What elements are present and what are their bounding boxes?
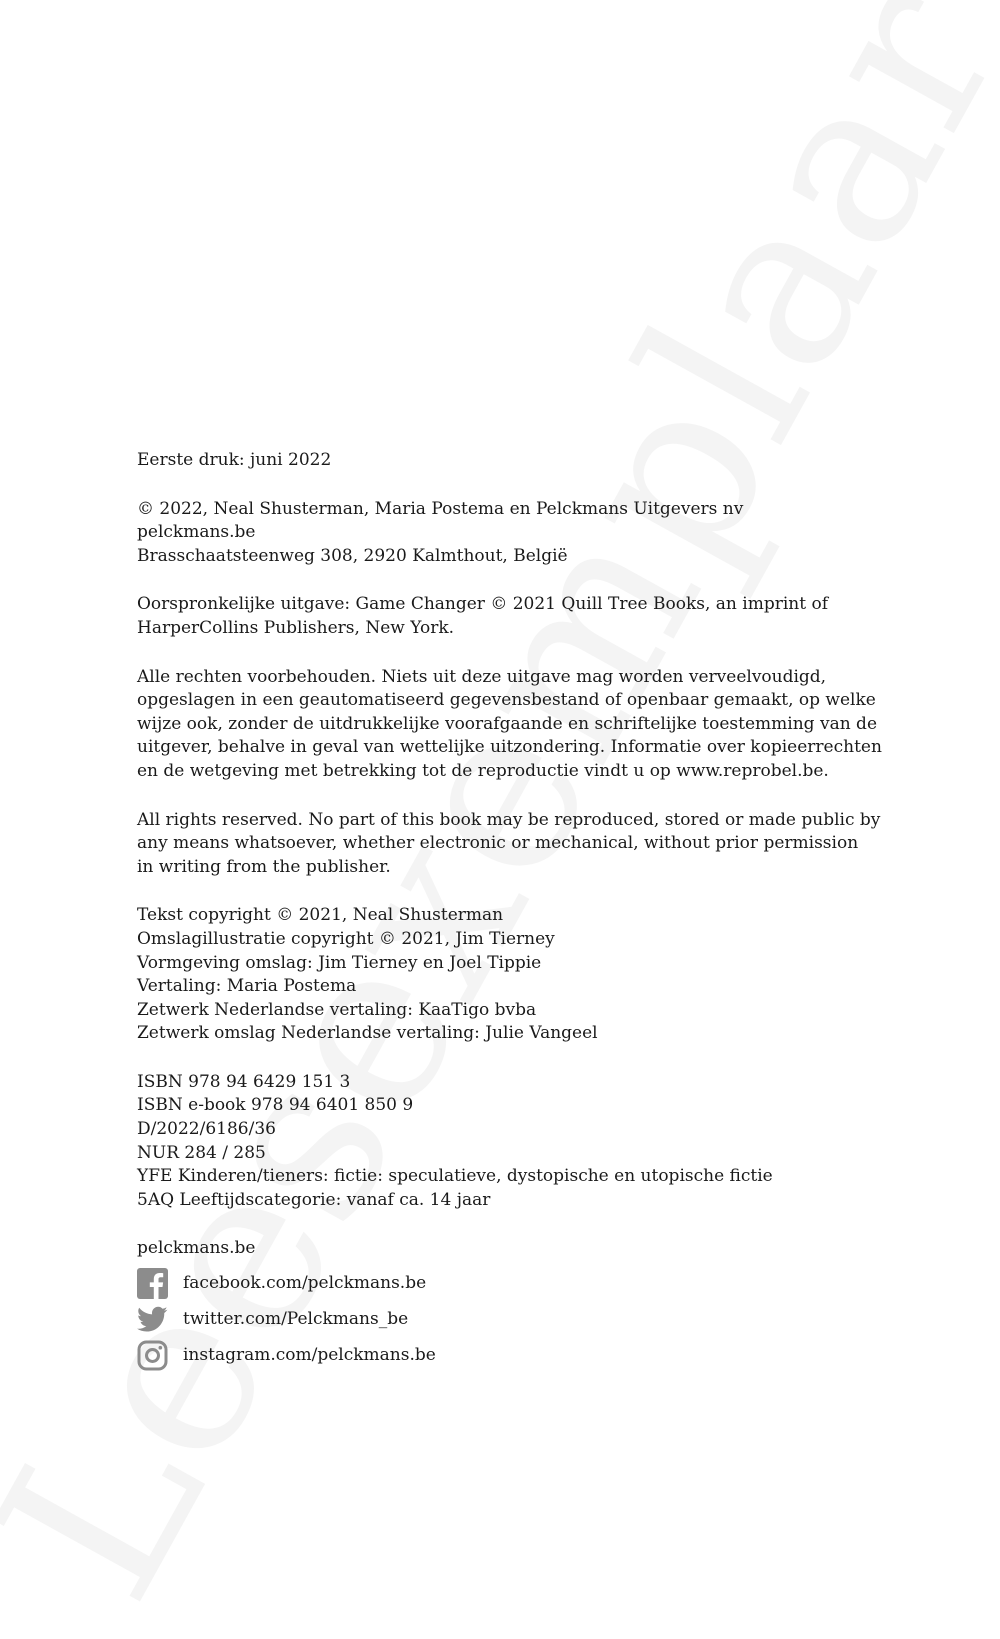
twitter-url: twitter.com/Pelckmans_be (183, 1309, 409, 1330)
thema-code-line: YFE Kinderen/tieners: fictie: speculatieve, dystopische en utopische fictie (137, 1166, 773, 1187)
facebook-url: facebook.com/pelckmans.be (183, 1273, 427, 1294)
original-edition-line: HarperCollins Publishers, New York. (137, 617, 455, 638)
rights-english-line: All rights reserved. No part of this book may be reproduced, stored or made public by (137, 809, 881, 830)
nur-line: NUR 284 / 285 (137, 1142, 266, 1163)
first-print: Eerste druk: juni 2022 (137, 450, 332, 470)
credits-block (137, 904, 867, 1046)
credit-line: Vertaling: Maria Postema (137, 976, 357, 997)
rights-english-line: any means whatsoever, whether electronic or mechanical, without prior permission (137, 833, 859, 854)
rights-dutch-line: uitgever, behalve in geval van wettelijke uitzondering. Informatie over kopieerrechten (137, 737, 882, 758)
credit-line: Zetwerk omslag Nederlandse vertaling: Julie Vangeel (137, 1023, 598, 1044)
original-edition-line: Oorspronkelijke uitgave: Game Changer © 2021 Quill Tree Books, an imprint of (137, 594, 828, 615)
copyright-line: © 2022, Neal Shusterman, Maria Postema en Pelckmans Uitgevers nv (137, 498, 744, 519)
instagram-link[interactable] (137, 1337, 867, 1373)
instagram-url: instagram.com/pelckmans.be (183, 1345, 436, 1366)
original-edition-block (137, 593, 867, 640)
facebook-link[interactable] (137, 1265, 867, 1301)
credit-line: Zetwerk Nederlandse vertaling: KaaTigo bvba (137, 999, 537, 1020)
copyright-block (137, 498, 867, 569)
rights-dutch-line: en de wetgeving met betrekking tot de reproductie vindt u op www.reprobel.be. (137, 760, 829, 781)
twitter-link[interactable] (137, 1301, 867, 1337)
credit-line: Omslagillustratie copyright © 2021, Jim Tierney (137, 928, 555, 949)
rights-dutch-line: opgeslagen in een geautomatiseerd gegevensbestand of openbaar gemaakt, op welke (137, 690, 876, 711)
rights-english-line: in writing from the publisher. (137, 856, 391, 877)
isbn-ebook-line: ISBN e-book 978 94 6401 850 9 (137, 1095, 414, 1116)
credit-line: Vormgeving omslag: Jim Tierney en Joel Tippie (137, 952, 542, 973)
isbn-block (137, 1071, 867, 1213)
credit-line: Tekst copyright © 2021, Neal Shusterman (137, 905, 504, 926)
rights-dutch-block (137, 666, 882, 784)
colophon (137, 449, 882, 1373)
publisher-website[interactable]: pelckmans.be (137, 522, 256, 543)
isbn-line: ISBN 978 94 6429 151 3 (137, 1071, 351, 1092)
age-category-line: 5AQ Leeftijdscategorie: vanaf ca. 14 jaar (137, 1189, 491, 1210)
website-link[interactable]: pelckmans.be (137, 1238, 256, 1259)
twitter-icon (137, 1304, 168, 1335)
links-block (137, 1237, 867, 1373)
rights-english-block (137, 809, 881, 880)
legal-deposit-line: D/2022/6186/36 (137, 1119, 276, 1140)
rights-dutch-line: Alle rechten voorbehouden. Niets uit deze uitgave mag worden verveelvoudigd, (137, 666, 827, 687)
first-print-block (137, 449, 867, 473)
instagram-icon (137, 1340, 168, 1371)
rights-dutch-line: wijze ook, zonder de uitdrukkelijke voorafgaande en schriftelijke toestemming van de (137, 713, 877, 734)
publisher-address: Brasschaatsteenweg 308, 2920 Kalmthout, België (137, 545, 568, 566)
facebook-icon (137, 1268, 168, 1299)
